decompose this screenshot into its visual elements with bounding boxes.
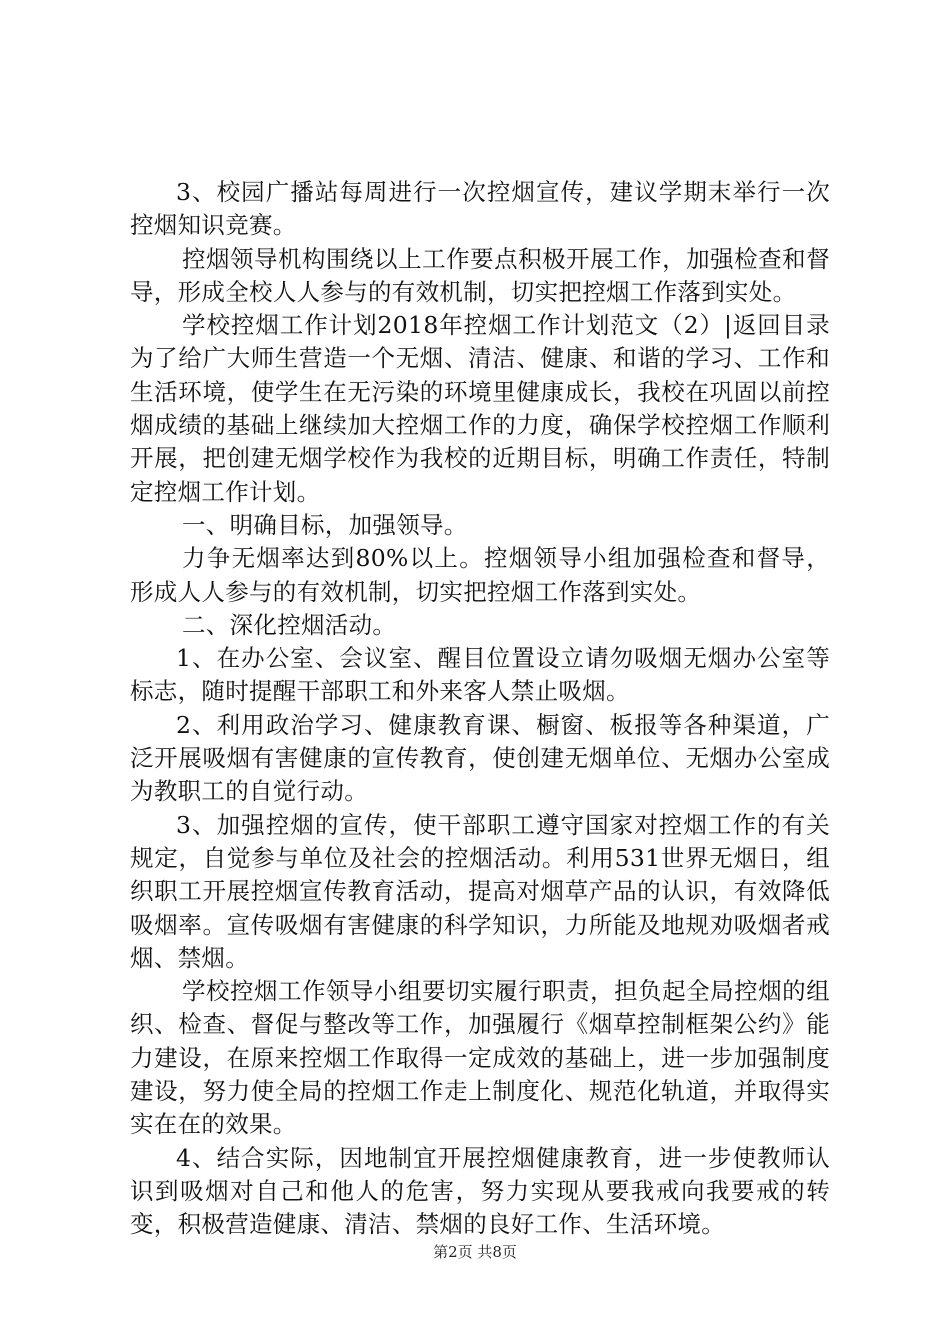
paragraph-broadcast-station: 3、校园广播站每周进行一次控烟宣传，建议学期末举行一次控烟知识竞赛。 xyxy=(130,178,830,240)
paragraph-item-1: 1、在办公室、会议室、醒目位置设立请勿吸烟无烟办公室等标志，随时提醒干部职工和外来客人禁止吸烟。 xyxy=(130,644,830,706)
paragraph-smoke-free-rate: 力争无烟率达到80%以上。控烟领导小组加强检查和督导，形成人人参与的有效机制，切实把控烟工作落到实处。 xyxy=(130,544,830,606)
paragraph-item-4: 4、结合实际，因地制宜开展控烟健康教育，进一步使教师认识到吸烟对自己和他人的危害，努力实现从要我戒向我要戒的转变，积极营造健康、清洁、禁烟的良好工作、生活环境。 xyxy=(130,1143,830,1239)
paragraph-item-3: 3、加强控烟的宣传，使干部职工遵守国家对控烟工作的有关规定，自觉参与单位及社会的控烟活动。利用531世界无烟日，组织职工开展控烟宣传教育活动，提高对烟草产品的认识，有效降低吸烟率。宣传吸烟有害健康的科学知识，力所能及地规劝吸烟者戒烟、禁烟。 xyxy=(130,810,830,972)
document-body xyxy=(130,176,830,1242)
paragraph-plan-intro: 学校控烟工作计划2018年控烟工作计划范文（2）|返回目录为了给广大师生营造一个无烟、清洁、健康、和谐的学习、工作和生活环境，使学生在无污染的环境里健康成长，我校在巩固以前控烟成绩的基础上继续加大控烟工作的力度，确保学校控烟工作顺利开展，把创建无烟学校作为我校的近期目标，明确工作责任，特制定控烟工作计划。 xyxy=(130,311,830,506)
page-number-footer: 第2页 共8页 xyxy=(433,1243,517,1261)
paragraph-item-2: 2、利用政治学习、健康教育课、橱窗、板报等各种渠道，广泛开展吸烟有害健康的宣传教育，使创建无烟单位、无烟办公室成为教职工的自觉行动。 xyxy=(130,710,830,806)
heading-section-one: 一、明确目标，加强领导。 xyxy=(182,510,468,539)
heading-section-two: 二、深化控烟活动。 xyxy=(182,610,397,639)
paragraph-leadership-work: 控烟领导机构围绕以上工作要点积极开展工作，加强检查和督导，形成全校人人参与的有效机制，切实把控烟工作落到实处。 xyxy=(130,244,830,306)
paragraph-leadership-duties: 学校控烟工作领导小组要切实履行职责，担负起全局控烟的组织、检查、督促与整改等工作，加强履行《烟草控制框架公约》能力建设，在原来控烟工作取得一定成效的基础上，进一步加强制度建设，努力使全局的控烟工作走上制度化、规范化轨道，并取得实实在在的效果。 xyxy=(130,977,830,1139)
